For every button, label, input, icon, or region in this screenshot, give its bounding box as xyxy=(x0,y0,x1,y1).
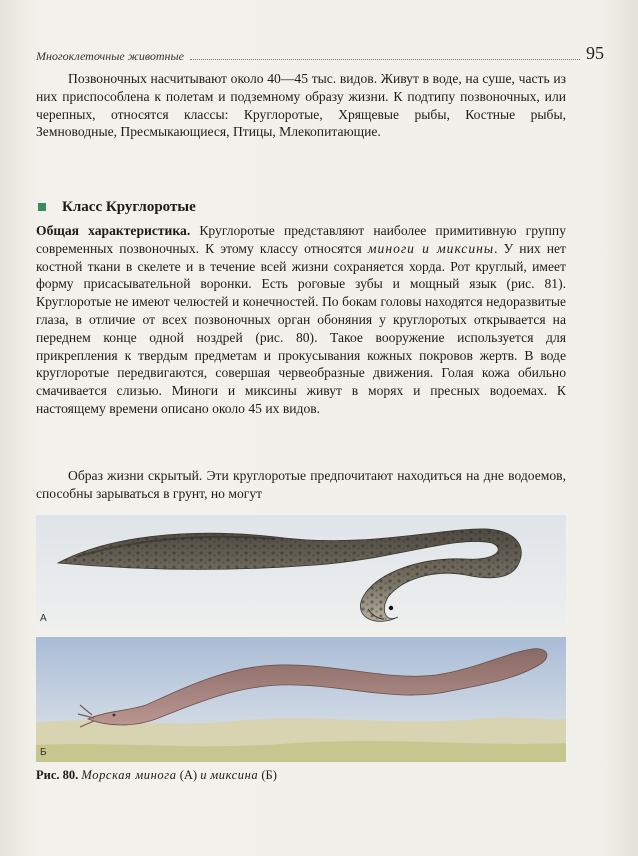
caption-number: Рис. 80. xyxy=(36,768,79,782)
figure-caption xyxy=(36,768,566,783)
figure-illustration xyxy=(36,515,566,762)
characteristics-text xyxy=(36,222,566,418)
caption-b: (Б) xyxy=(261,768,277,782)
leader-dots xyxy=(190,59,580,60)
caption-a: (А) xyxy=(179,768,198,782)
species-hagfish: миксины xyxy=(436,240,495,256)
characteristics-paragraph xyxy=(36,222,566,418)
section-heading xyxy=(36,197,566,217)
species-lamprey: миноги xyxy=(367,240,415,256)
lead-phrase: Общая характеристика. xyxy=(36,223,191,238)
lifestyle-paragraph: Образ жизни скрытый. Эти круглоротые предпочитают находиться на дне водоемов, способны зарываться в грунт, но могут xyxy=(36,468,566,501)
label-b: Б xyxy=(40,747,47,758)
lifestyle-text xyxy=(36,467,566,503)
para-text-1: Круглоротые представляют наиболее примитивную группу современных позвоночных. К этому классу относятся xyxy=(36,223,566,256)
figure-80 xyxy=(36,515,566,762)
intro-text xyxy=(36,70,566,141)
section-title: Многоклеточные животные xyxy=(36,49,184,63)
caption-hagfish: миксина xyxy=(210,768,259,782)
heading-bullet-icon xyxy=(38,203,46,211)
intro-paragraph: Позвоночных насчитывают около 40—45 тыс. видов. Живут в воде, на суше, часть из них приспособлена к полетам и подземному образу жизни. К подтипу позвоночных, или черепных, относятся классы: Круглоротые, Хрящевые рыбы, Костные рыбы, Земноводные, Пресмыкающиеся, Птицы, Млекопитающие. xyxy=(36,71,566,140)
para-text-2: . У них нет костной ткани в скелете и в течение всей жизни сохраняется хорда. Рот круглый, имеет форму присасывательной воронки. Есть роговые зубы и мощный язык (рис. 81). Круглоротые не имеют челюстей и конечностей. По бокам головы находятся недоразвитые глаза, в отличие от всех позвоночных орган обоняния у круглоротых открывается на переднем конце одной ноздрей (рис. 80). Такое вооружение используется для прикрепления к твердым предметам и прокусывания кожных покровов жертв. В воде круглоротые передвигаются, совершая червеобразные движения. Голая кожа обильно смачивается слизью. Миноги и миксины живут в морях и пресных водоемах. К настоящему времени описано около 45 их видов. xyxy=(36,240,566,416)
label-a: А xyxy=(40,613,47,624)
heading-text: Класс Круглоротые xyxy=(62,198,196,215)
running-head xyxy=(36,40,604,64)
caption-and: и xyxy=(200,768,208,782)
page-number: 95 xyxy=(586,43,604,63)
caption-lamprey: Морская минога xyxy=(81,768,177,782)
conj-and: и xyxy=(414,240,437,256)
